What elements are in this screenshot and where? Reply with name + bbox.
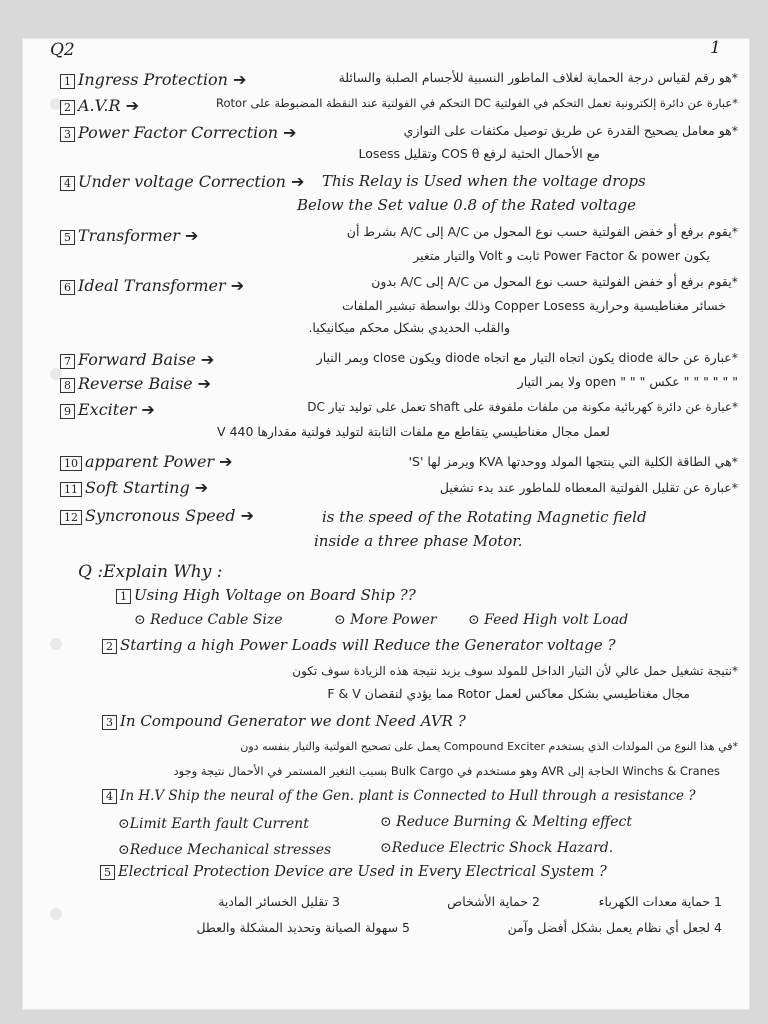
question-item: 4 In H.V Ship the neural of the Gen. plant is Connected to Hull through a resistance ?	[102, 788, 696, 804]
question-item: 5 Electrical Protection Device are Used in Every Electrical System ?	[100, 864, 607, 880]
answer-item: Winchs & Cranes الحاجة إلى AVR وهو مستخدم في Bulk Cargo بسبب التغير المستمر في الأحمال نتيجة وجود	[173, 764, 720, 778]
definition-term: 1 Ingress Protection ➔	[60, 70, 246, 89]
definition-term: 10 apparent Power ➔	[60, 452, 233, 471]
answer-item: ⊙Reduce Mechanical stresses	[118, 842, 332, 858]
answer-item: ⊙Limit Earth fault Current	[118, 816, 309, 832]
question-item: 3 In Compound Generator we dont Need AVR ?	[102, 712, 466, 730]
answer-item: ⊙ More Power	[334, 612, 437, 628]
definition-term: 9 Exciter ➔	[60, 400, 155, 419]
answer-item: ⊙ Reduce Cable Size	[134, 612, 283, 628]
definition-text: *عبارة عن تقليل الفولتية المعطاه للماطور عند بدء تشغيل	[439, 480, 738, 495]
definition-term: 11 Soft Starting ➔	[60, 478, 208, 497]
notebook-page	[22, 38, 750, 1010]
question-item: 1 Using High Voltage on Board Ship ??	[116, 586, 416, 604]
punch-hole	[50, 908, 62, 920]
definition-text: Below the Set value 0.8 of the Rated voltage	[297, 196, 637, 214]
answer-item: 1 حماية معدات الكهرباء	[598, 894, 722, 909]
definition-text: يكون Power Factor & power ثابت و Volt والتيار متغير	[413, 248, 710, 263]
definition-term: 12 Syncronous Speed ➔	[60, 506, 254, 525]
answer-item: ⊙ Feed High volt Load	[468, 612, 629, 628]
section-heading: Q :Explain Why :	[78, 562, 223, 582]
definition-text: خسائر مغناطيسية وحرارية Copper Losess وذلك بواسطة تبشير الملفات	[342, 298, 726, 313]
definition-text: *هو رقم لقياس درجة الحماية لغلاف الماطور النسبية للأجسام الصلبة والسائلة	[338, 70, 738, 85]
question-item: 2 Starting a high Power Loads will Reduce the Generator voltage ?	[102, 636, 616, 654]
definition-text: is the speed of the Rotating Magnetic field	[322, 508, 647, 526]
answer-item: ⊙ Reduce Burning & Melting effect	[380, 814, 632, 830]
definition-text: والقلب الحديدي بشكل محكم ميكانيكيا.	[308, 320, 510, 335]
definition-text: *هو معامل يصحيح القدرة عن طريق توصيل مكثفات على التوازي	[403, 123, 738, 138]
definition-text: *عبارة عن دائرة إلكترونية تعمل التحكم في الفولتية DC التحكم في الفولتية عند النقطة المضبوطة على Rotor	[216, 96, 738, 110]
definition-text: *عبارة عن دائرة كهربائية مكونة من ملفات ملفوفة على shaft تعمل على توليد تيار DC	[307, 400, 738, 414]
definition-text: لعمل مجال مغناطيسي يتقاطع مع ملفات الثابتة لتوليد فولتية مقدارها 440 V	[217, 424, 610, 439]
answer-item: *في هذا النوع من المولدات الذي يستخدم Compound Exciter يعمل على تصحيح الفولتية والتيار بنفسه دون	[240, 740, 738, 753]
page-number: 1	[710, 38, 721, 58]
definition-text: *عبارة عن حالة diode يكون اتجاه التيار مع اتجاه diode ويكون close ويمر التيار	[316, 350, 738, 365]
definition-text: This Relay is Used when the voltage drops	[322, 172, 646, 190]
answer-item: 4 لجعل أي نظام يعمل بشكل أفضل وآمن	[507, 920, 722, 935]
definition-text: مع الأحمال الحثية لرفع COS θ وتقليل Losess	[358, 146, 600, 161]
definition-text: *يقوم برفع أو خفض الفولتية حسب نوع المحول من A/C إلى A/C بشرط أن	[346, 224, 738, 239]
definition-text: *يقوم برفع أو خفض الفولتية حسب نوع المحول من A/C إلى A/C بدون	[371, 274, 738, 289]
answer-item: 5 سهولة الصيانة وتحديد المشكلة والعطل	[196, 920, 410, 935]
definition-term: 3 Power Factor Correction ➔	[60, 123, 297, 142]
definition-term: 6 Ideal Transformer ➔	[60, 276, 244, 295]
definition-term: 5 Transformer ➔	[60, 226, 198, 245]
definition-term: 7 Forward Baise ➔	[60, 350, 214, 369]
answer-item: 2 حماية الأشخاص	[447, 894, 540, 909]
answer-item: *نتيجة تشغيل حمل عالي لأن التيار الداخل للمولد سوف يزيد نتيجة هذه الزيادة سوف تكون	[292, 664, 738, 678]
question-number: Q2	[50, 40, 75, 60]
definition-term: 2 A.V.R ➔	[60, 96, 139, 115]
answer-item: مجال مغناطيسي بشكل معاكس لعمل Rotor مما يؤدي لنقصان F & V	[327, 686, 690, 701]
definition-text: inside a three phase Motor.	[314, 532, 523, 550]
definition-term: 8 Reverse Baise ➔	[60, 374, 211, 393]
answer-item: 3 تقليل الخسائر المادية	[218, 894, 340, 909]
definition-text: " " " " " " عكس " " " open ولا يمر التيار	[517, 374, 738, 389]
definition-text: *هي الطاقة الكلية التي ينتجها المولد ووحدتها KVA ويرمز لها 'S'	[408, 454, 738, 469]
answer-item: ⊙Reduce Electric Shock Hazard.	[380, 840, 614, 856]
punch-hole	[50, 638, 62, 650]
definition-term: 4 Under voltage Correction ➔	[60, 172, 304, 191]
